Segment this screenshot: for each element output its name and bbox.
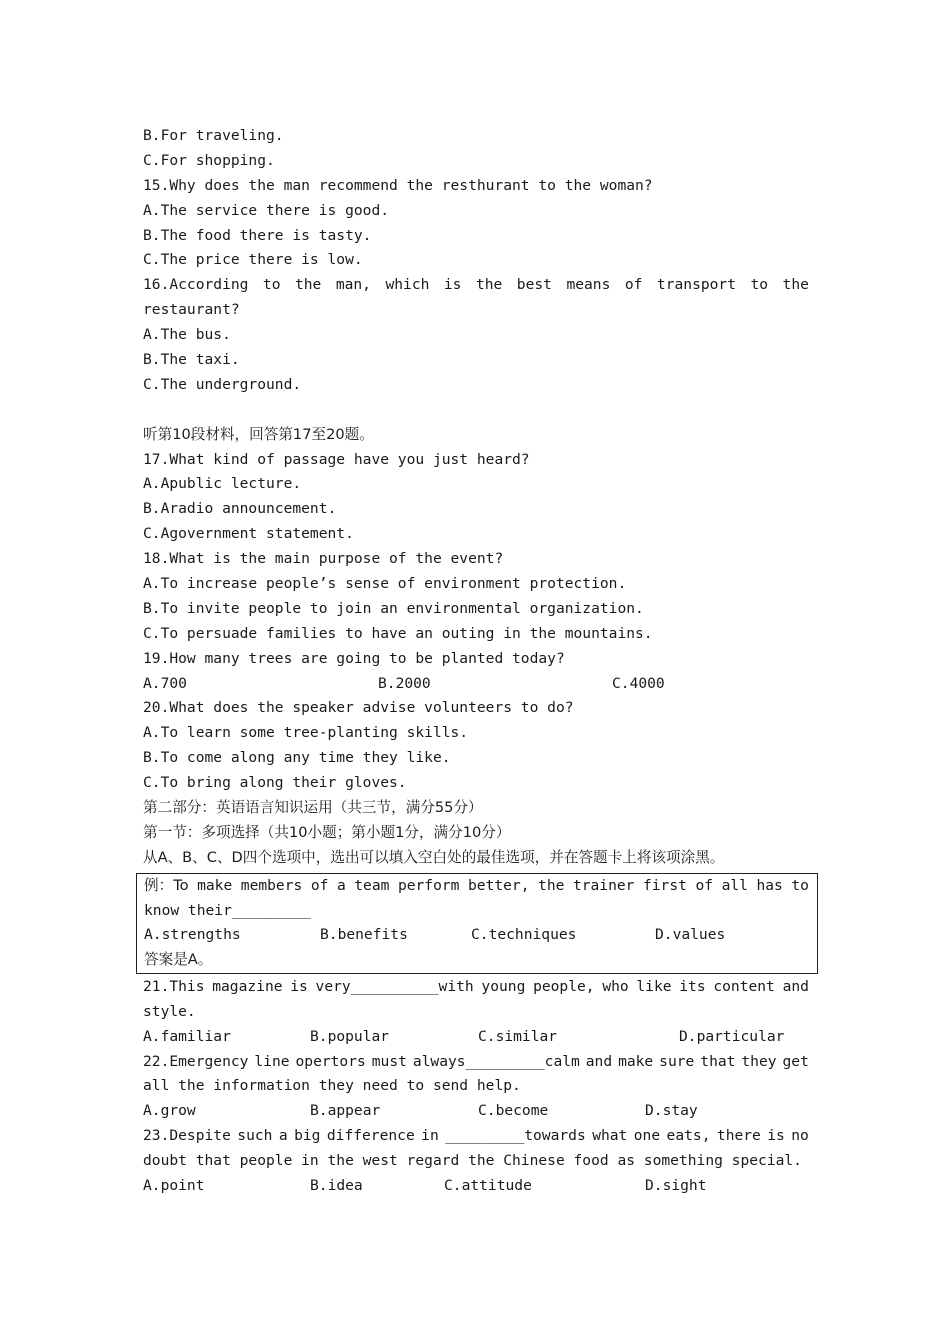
word: means [566,276,611,294]
word: magazine [212,977,283,995]
part-2-title: 第二部分：英语语言知识运用（共三节，满分55分） [143,799,483,817]
section-1-title: 第一节：多项选择（共10小题；第小题1分，满分10分） [143,823,511,841]
option-d: D.values [655,926,726,944]
question-19: 19.How many trees are going to be planted today? [143,649,565,667]
word: there [716,1127,761,1145]
question-16-line1 [143,273,809,298]
word: of [695,876,714,894]
question-15: 15.Why does the man recommend the resthurant to the woman? [143,176,653,194]
option-d: D.stay [645,1102,698,1120]
word: best [516,276,552,294]
word: first [642,876,687,894]
instruction: 从A、B、C、D四个选项中，选出可以填入空白处的最佳选项，并在答题卡上将该项涂黑。 [143,848,725,866]
example-answer: 答案是A。 [144,951,213,969]
option-line: A.To learn some tree-planting skills. [143,724,469,742]
word: team [354,876,390,894]
word: no [791,1127,809,1145]
word: 21.This [143,977,205,995]
option-b: B.popular [310,1027,390,1045]
option-b: B.benefits [320,926,408,944]
word: a [278,1127,288,1145]
word: 例：To [144,876,189,894]
exam-page [143,124,809,1199]
question-23-line2: doubt that people in the west regard the Chinese food as something special. [143,1152,802,1170]
word: 16.According [143,276,249,294]
option-b: B.idea [310,1177,363,1195]
option-a: A.strengths [144,926,241,944]
question-21-line1 [143,975,809,1000]
word: to [791,876,809,894]
option-line: B.Aradio announcement. [143,500,337,518]
section-10-heading: 听第10段材料，回答第17至20题。 [143,425,374,443]
word: eats, [666,1127,711,1145]
word: make [618,1052,654,1070]
option-line: C.Agovernment statement. [143,525,354,543]
question-23-line1 [143,1124,809,1149]
word: the [294,276,322,294]
word: sure [659,1052,695,1070]
word: what [592,1127,628,1145]
option-c: C.similar [478,1027,558,1045]
option-b: B.appear [310,1102,381,1120]
word: man, [335,276,371,294]
option-line: C.To persuade families to have an outing in the mountains. [143,624,653,642]
word: a [336,876,346,894]
word: members [240,876,303,894]
word: trainer [572,876,635,894]
option-line: B.To come along any time they like. [143,749,451,767]
word: of [310,876,329,894]
word: people, [533,977,595,995]
word: who [602,977,629,995]
example-options [144,923,817,948]
option-c: C.4000 [612,674,665,692]
option-line: C.The price there is low. [143,251,363,269]
option-d: D.particular [679,1027,785,1045]
option-a: A.point [143,1177,205,1195]
option-line: A.To increase people’s sense of environment protection. [143,575,627,593]
word: opertors [295,1052,366,1070]
word: in [421,1127,439,1145]
option-line: A.The service there is good. [143,201,390,219]
option-line: C.For shopping. [143,151,275,169]
question-20: 20.What does the speaker advise volunteers to do? [143,699,574,717]
word: always_________calm [412,1052,580,1070]
word: the [475,276,503,294]
word: perform [397,876,460,894]
option-line: B.The taxi. [143,351,240,369]
word: 22.Emergency [143,1052,249,1070]
question-22-line1 [143,1050,809,1075]
word: the [538,876,565,894]
word: is [767,1127,785,1145]
word: to [750,276,769,294]
question-22-options [143,1099,809,1124]
word: is [290,977,308,995]
word: all [721,876,748,894]
question-16-line2: restaurant? [143,301,240,319]
word: the [782,276,809,294]
option-line: B.For traveling. [143,127,284,144]
word: like [636,977,672,995]
option-line: B.To invite people to join an environmental organization. [143,599,644,617]
option-c: C.become [478,1102,549,1120]
option-a: A.700 [143,674,187,692]
word: very__________with [315,977,474,995]
question-21-line2: style. [143,1002,196,1020]
option-line: A.Apublic lecture. [143,475,302,493]
option-line: B.The food there is tasty. [143,226,372,244]
word: better, [468,876,530,894]
word: 23.Despite [143,1127,231,1145]
question-18: 18.What is the main purpose of the event? [143,550,504,568]
word: of [624,276,643,294]
word: must [371,1052,407,1070]
word: get [782,1052,809,1070]
word: make [197,876,233,894]
option-line: C.The underground. [143,375,302,393]
option-line: C.To bring along their gloves. [143,774,407,792]
option-b: B.2000 [378,674,431,692]
question-21-options [143,1025,809,1050]
word: line [254,1052,290,1070]
option-c: C.techniques [471,926,577,944]
word: that [700,1052,736,1070]
word: one [633,1127,661,1145]
word: content [713,977,775,995]
option-line: A.The bus. [143,326,231,344]
word: such [237,1127,273,1145]
question-19-options [143,672,809,697]
word: is [443,276,462,294]
word: transport [656,276,736,294]
word: which [385,276,430,294]
example-box [136,873,818,974]
option-a: A.grow [143,1102,196,1120]
option-d: D.sight [645,1177,707,1195]
word: difference [326,1127,415,1145]
example-line1 [144,874,817,899]
word: and [782,977,809,995]
question-17: 17.What kind of passage have you just heard? [143,450,530,468]
question-22-line2: all the information they need to send help. [143,1077,521,1095]
spacer [143,398,809,423]
word: and [585,1052,613,1070]
question-23-options [143,1174,809,1199]
option-a: A.familiar [143,1027,231,1045]
example-line2: know their_________ [144,901,311,919]
word: has [756,876,783,894]
word: young [481,977,526,995]
word: its [679,977,706,995]
word: _________towards [445,1127,586,1145]
word: big [294,1127,321,1145]
word: to [262,276,281,294]
option-c: C.attitude [444,1177,532,1195]
word: they [741,1052,777,1070]
